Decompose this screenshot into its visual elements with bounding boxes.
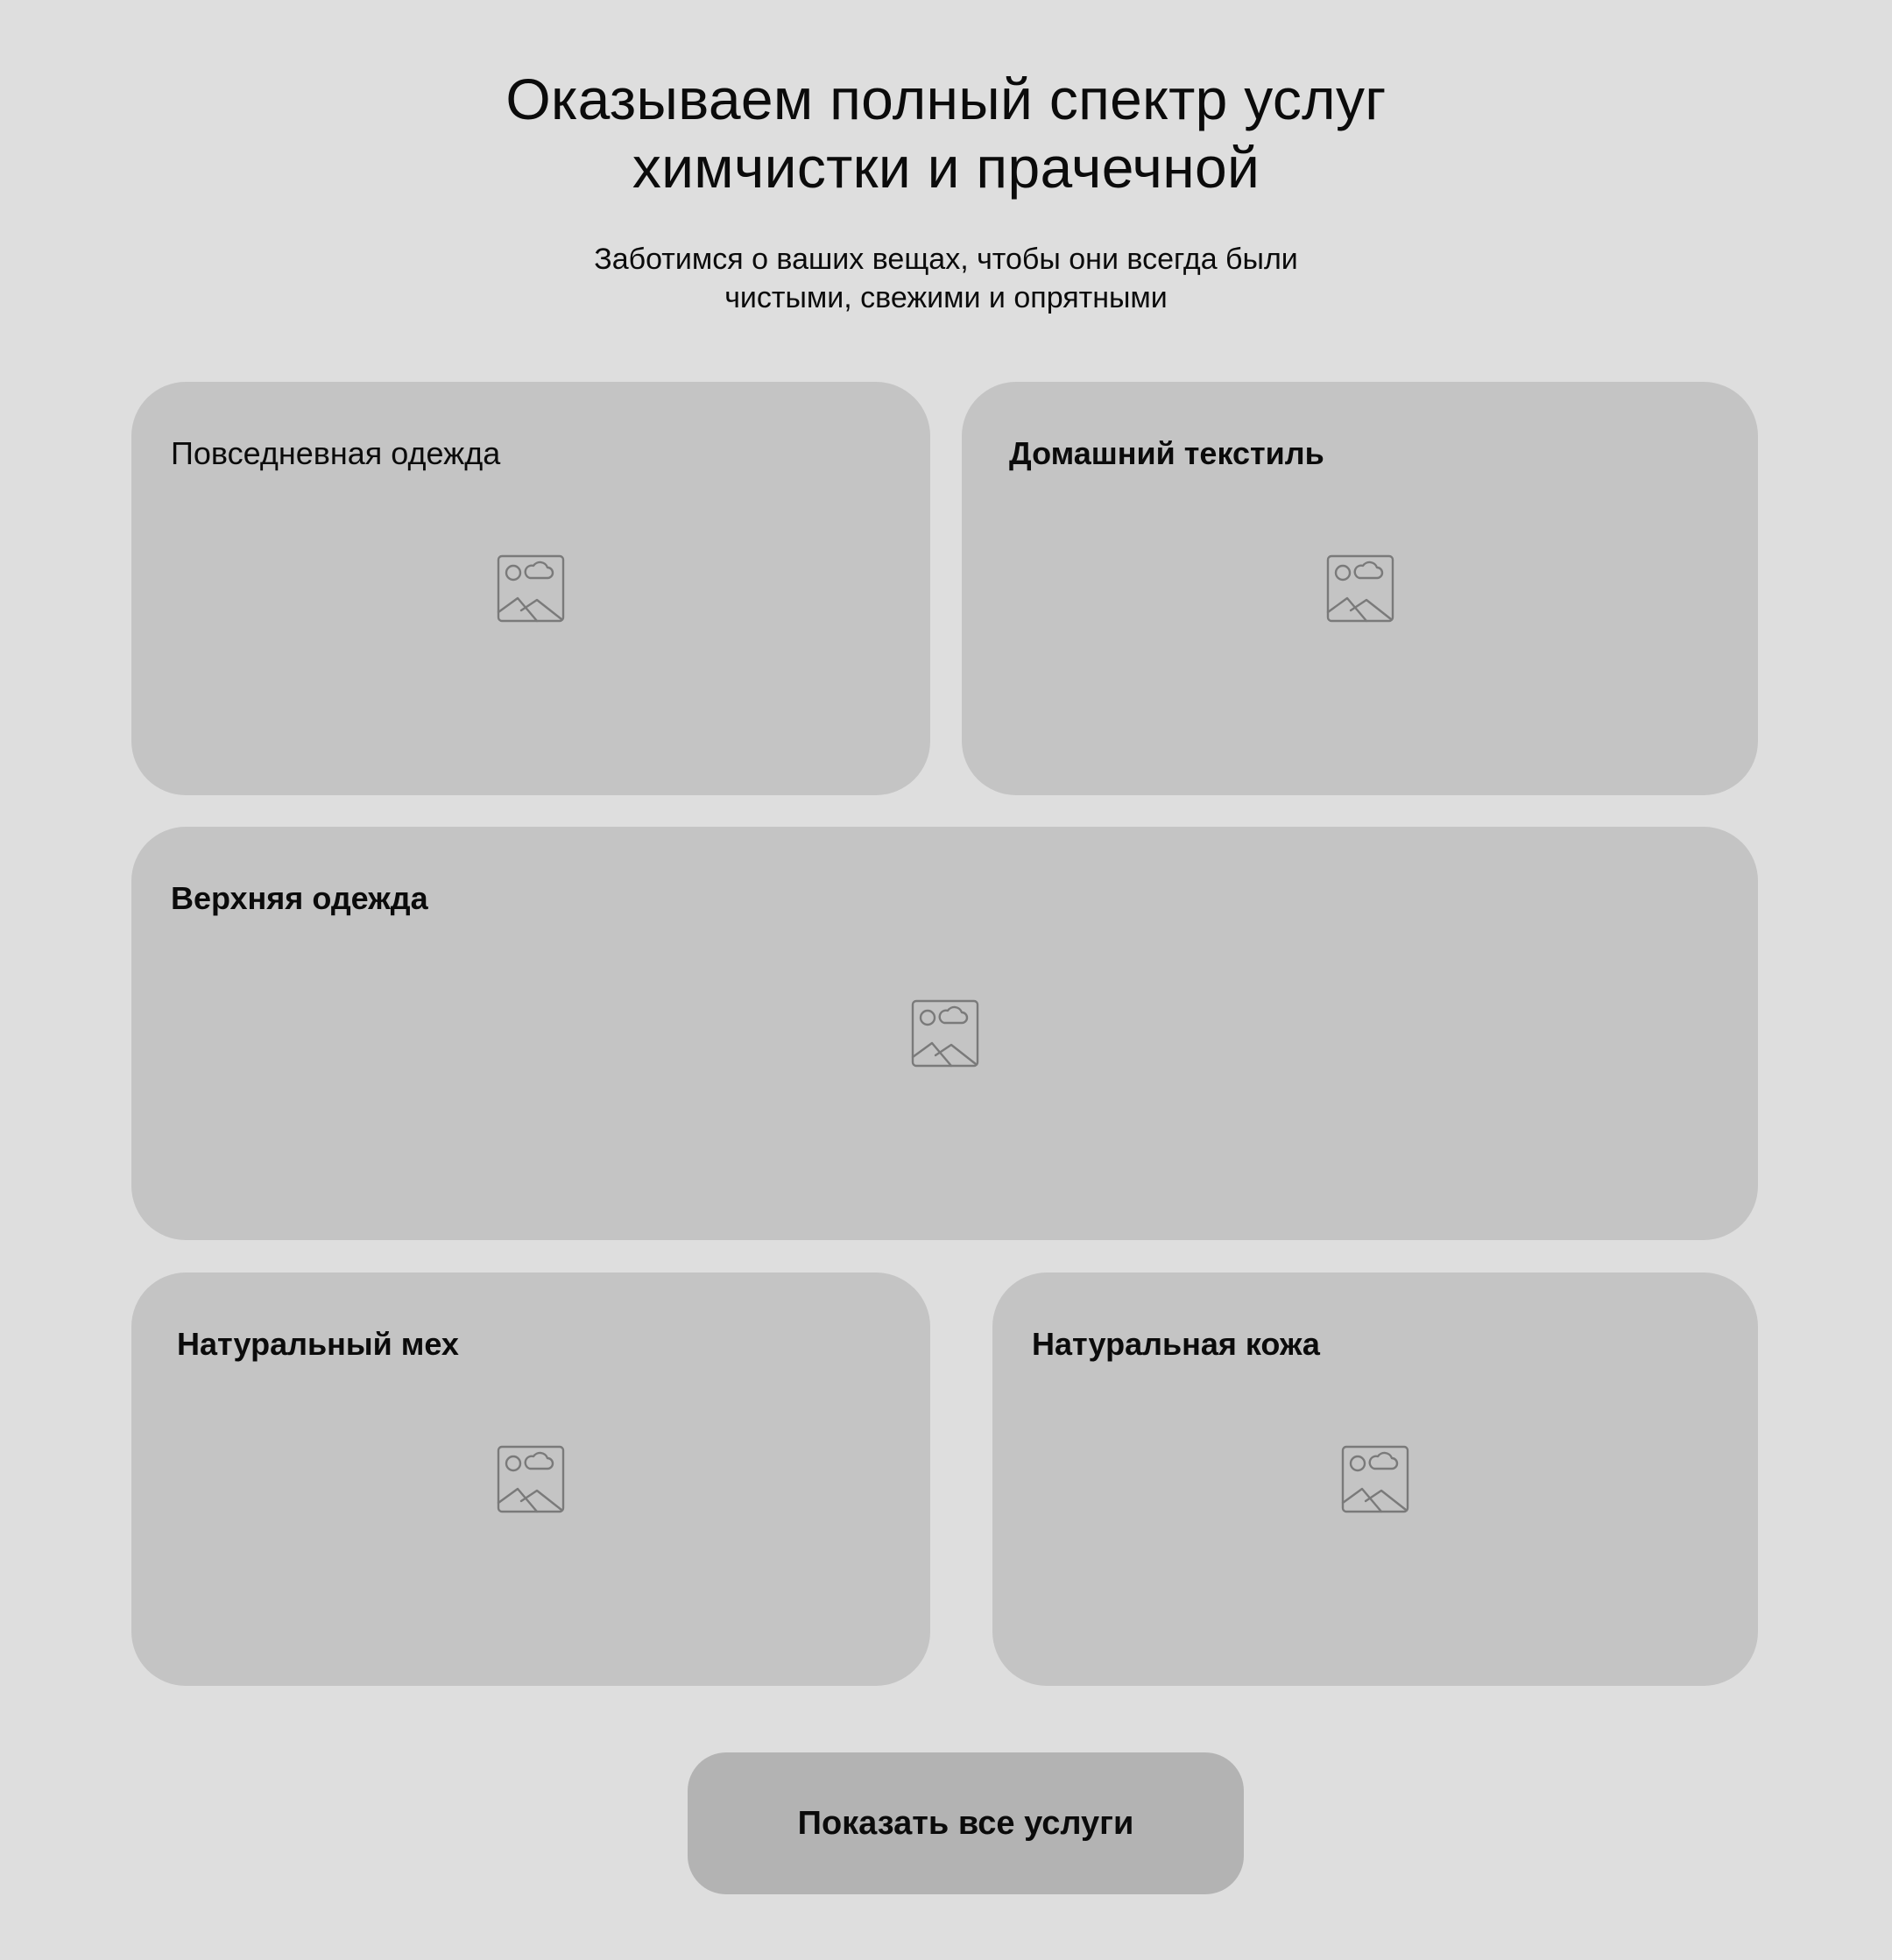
page-title-line-1: Оказываем полный спектр услуг <box>505 67 1387 131</box>
service-card-home-textile[interactable] <box>962 382 1758 795</box>
image-placeholder-icon <box>1326 554 1394 623</box>
service-card-label: Натуральная кожа <box>1032 1326 1320 1362</box>
service-card-natural-fur[interactable] <box>131 1273 930 1686</box>
service-card-label: Повседневная одежда <box>171 435 501 471</box>
image-placeholder-icon <box>497 554 565 623</box>
image-placeholder-icon <box>497 1445 565 1513</box>
page-subtitle <box>0 240 1892 317</box>
service-card-label: Домашний текстиль <box>1009 435 1324 471</box>
image-placeholder-icon <box>1341 1445 1409 1513</box>
service-card-natural-leather[interactable] <box>992 1273 1758 1686</box>
page-subtitle-line-1: Заботимся о ваших вещах, чтобы они всегда были <box>594 243 1298 276</box>
service-card-label: Верхняя одежда <box>171 880 428 916</box>
service-card-outerwear[interactable] <box>131 827 1758 1240</box>
page-title-line-2: химчистки и прачечной <box>632 135 1260 200</box>
page-subtitle-line-2: чистыми, свежими и опрятными <box>724 281 1168 314</box>
image-placeholder-icon <box>911 999 979 1068</box>
show-all-services-button[interactable]: Показать все услуги <box>688 1752 1244 1894</box>
service-card-label: Натуральный мех <box>177 1326 459 1362</box>
service-card-casual-clothing[interactable] <box>131 382 930 795</box>
page-title <box>0 65 1892 201</box>
